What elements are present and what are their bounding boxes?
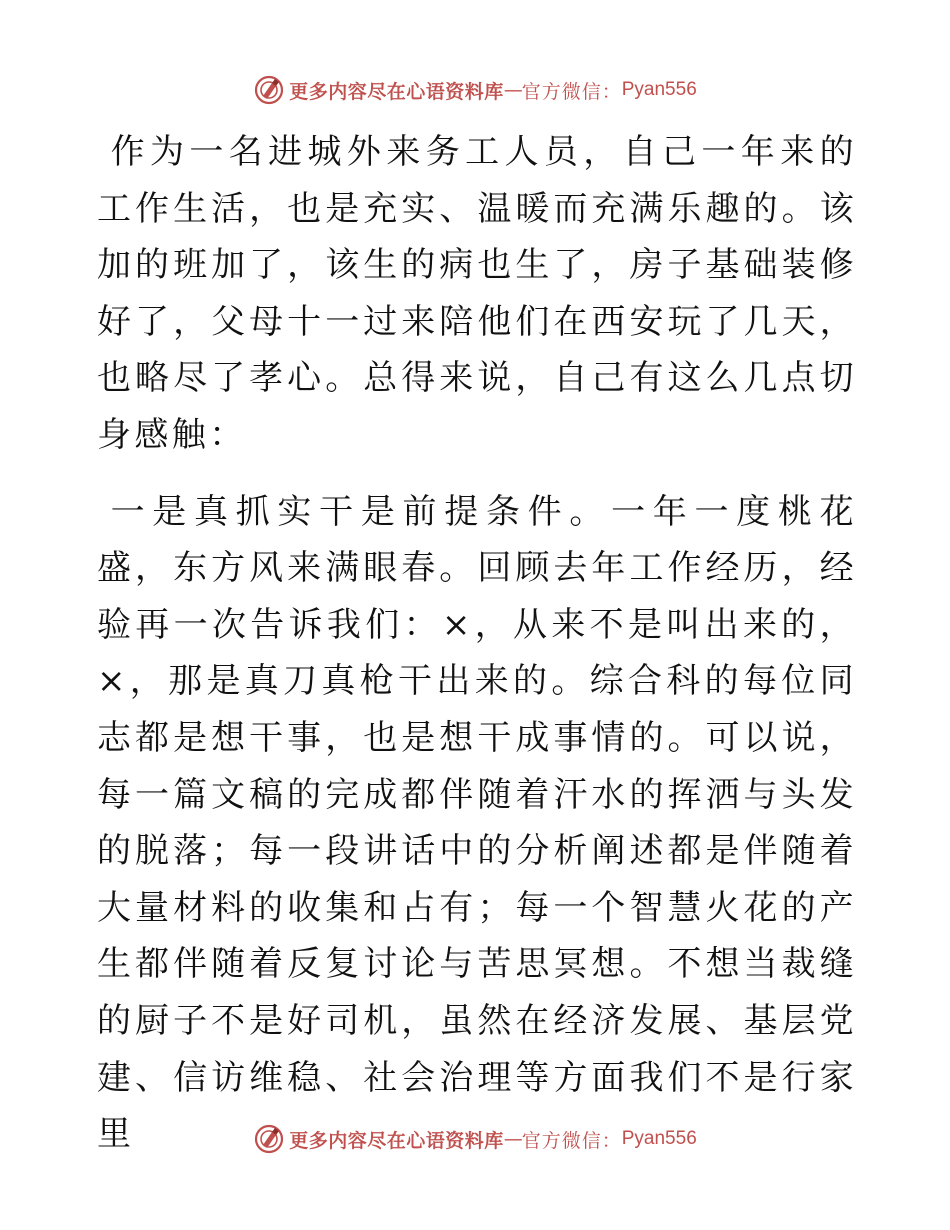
header-separator: —: [503, 79, 522, 101]
paragraph-point-one: 一是真抓实干是前提条件。一年一度桃花盛，东方风来满眼春。回顾去年工作经历，经验再一次告诉我们：×，从来不是叫出来的，×，那是真刀真枪干出来的。综合科的每位同志都是想干事，也是想干成事情的。可以说，每一篇文稿的完成都伴随着汗水的挥洒与头发的脱落；每一段讲话中的分析阐述都是伴随着大量材料的收集和占有；每一个智慧火花的产生都伴随着反复讨论与苦思冥想。不想当裁缝的厨子不是好司机，虽然在经济发展、基层党建、信访维稳、社会治理等方面我们不是行家里: [97, 491, 857, 1155]
footer-wechat-label: 官方微信：: [521, 1129, 622, 1152]
footer-banner: [0, 1119, 950, 1159]
paragraph-intro: 作为一名进城外来务工人员，自己一年来的工作生活，也是充实、温暖而充满乐趣的。该加的班加了，该生的病也生了，房子基础装修好了，父母十一过来陪他们在西安玩了几天，也略尽了孝心。总得来说，自己有这么几点切身感触：: [97, 132, 857, 455]
header-wechat-label: 官方微信：: [521, 80, 622, 103]
footer-wechat-id: Pyan556: [621, 1128, 697, 1149]
footer-separator: —: [503, 1128, 522, 1150]
footer-brand-text: 更多内容尽在心语资料库: [289, 1129, 504, 1152]
header-banner: [0, 70, 950, 110]
header-brand-text: 更多内容尽在心语资料库: [289, 80, 504, 103]
document-body: [97, 124, 857, 1163]
pen-nib-logo-icon: [253, 1123, 285, 1155]
header-wechat-id: Pyan556: [621, 79, 697, 100]
pen-nib-logo-icon: [253, 74, 285, 106]
